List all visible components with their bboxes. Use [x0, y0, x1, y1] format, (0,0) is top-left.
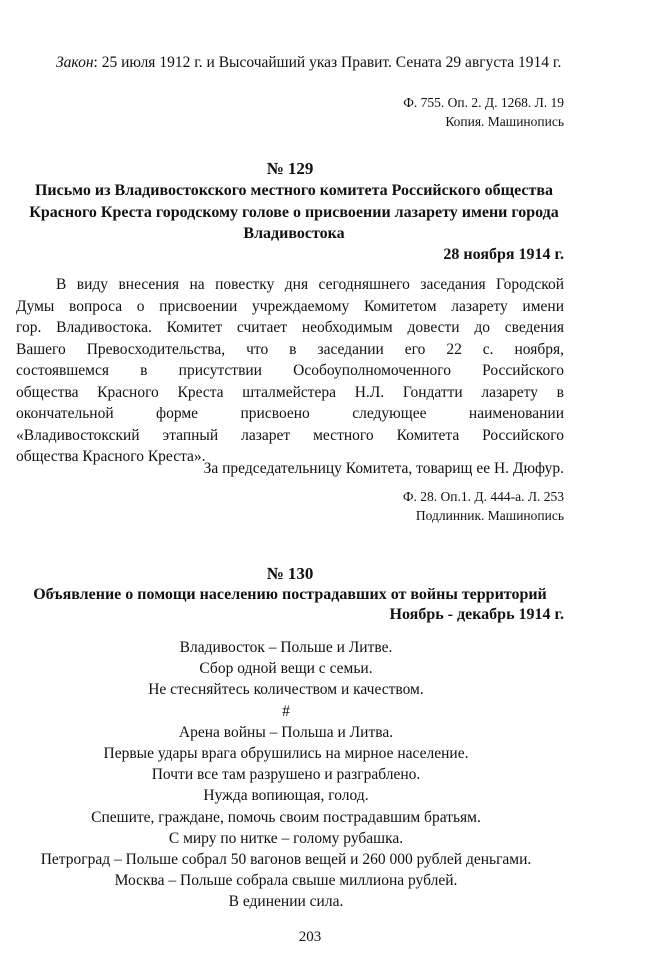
- announcement-line: Первые удары врага обрушились на мирное население.: [103, 744, 469, 762]
- law-label: Закон: [56, 54, 94, 71]
- announcement-line: Москва – Польше собрала свыше миллиона рублей.: [114, 872, 458, 890]
- announcement-line: Почти все там разрушено и разграблено.: [151, 766, 421, 784]
- announcement-line: Арена войны – Польша и Литва.: [178, 723, 394, 741]
- body-line: окончательной форме присвоено следующее наименовании: [16, 405, 564, 422]
- body-line: общества Красного Креста шталмейстера Н.Л. Гондатти лазарету в: [16, 383, 564, 401]
- archive-type-top: Копия. Машинопись: [445, 114, 564, 129]
- body-line: Вашего Превосходительства, что в заседании его 22 с. ноября,: [16, 340, 564, 358]
- announcement-line: Сбор одной вещи с семьи.: [199, 660, 373, 678]
- body-line: В виду внесения на повестку дня сегодняшнего заседания Городской: [56, 276, 564, 293]
- body-line: состоявшемся в присутствии Особоуполномоченного Российского: [16, 362, 564, 379]
- body-line: Думы вопроса о присвоении учреждаемому Комитетом лазарету имени: [16, 297, 564, 315]
- announcement-line: Владивосток – Польше и Литве.: [179, 639, 393, 656]
- archive-ref-top: Ф. 755. Оп. 2. Д. 1268. Л. 19: [403, 95, 564, 110]
- law-text: : 25 июля 1912 г. и Высочайший указ Правит. Сената 29 августа 1914 г.: [93, 54, 562, 71]
- announcement-line: В единении сила.: [228, 893, 344, 911]
- doc129-signature: За председательницу Комитета, товарищ ее Н. Дюфур.: [203, 460, 564, 477]
- announcement-line: Спешите, граждане, помочь своим пострадавшим братьям.: [91, 808, 481, 826]
- doc129-body: [16, 274, 564, 468]
- doc130-number: № 130: [266, 564, 314, 583]
- doc129-date: 28 ноября 1914 г.: [443, 246, 564, 263]
- doc130-date: Ноябрь - декабрь 1914 г.: [389, 606, 564, 623]
- doc130-announcement: [0, 637, 572, 912]
- doc129-title: Письмо из Владивостокского местного комитета Российского общества Красного Креста городскому голове о присвоении лазарету имени города Владивостока: [29, 182, 559, 242]
- body-line: «Владивостокский этапный лазарет местного Комитета Российского: [16, 426, 564, 444]
- body-line: гор. Владивостока. Комитет считает необходимым довести до сведения: [16, 319, 564, 336]
- announcement-line: Не стесняйтесь количеством и качеством.: [148, 681, 424, 699]
- page-number: 203: [298, 929, 322, 945]
- doc129-number: № 129: [266, 159, 314, 178]
- announcement-line: С миру по нитке – голому рубашка.: [168, 829, 404, 847]
- archive-type-129: Подлинник. Машинопись: [415, 508, 564, 523]
- body-line: общества Красного Креста».: [16, 448, 206, 465]
- law-reference: [16, 52, 564, 74]
- announcement-line: Петроград – Польше собрал 50 вагонов вещей и 260 000 рублей деньгами.: [40, 850, 532, 868]
- archive-ref-129: Ф. 28. Оп.1. Д. 444-а. Л. 253: [402, 489, 564, 504]
- doc130-title: Объявление о помощи населению пострадавших от войны территорий: [33, 586, 547, 603]
- separator-hash: #: [282, 702, 290, 720]
- announcement-line: Нужда вопиющая, голод.: [203, 787, 369, 805]
